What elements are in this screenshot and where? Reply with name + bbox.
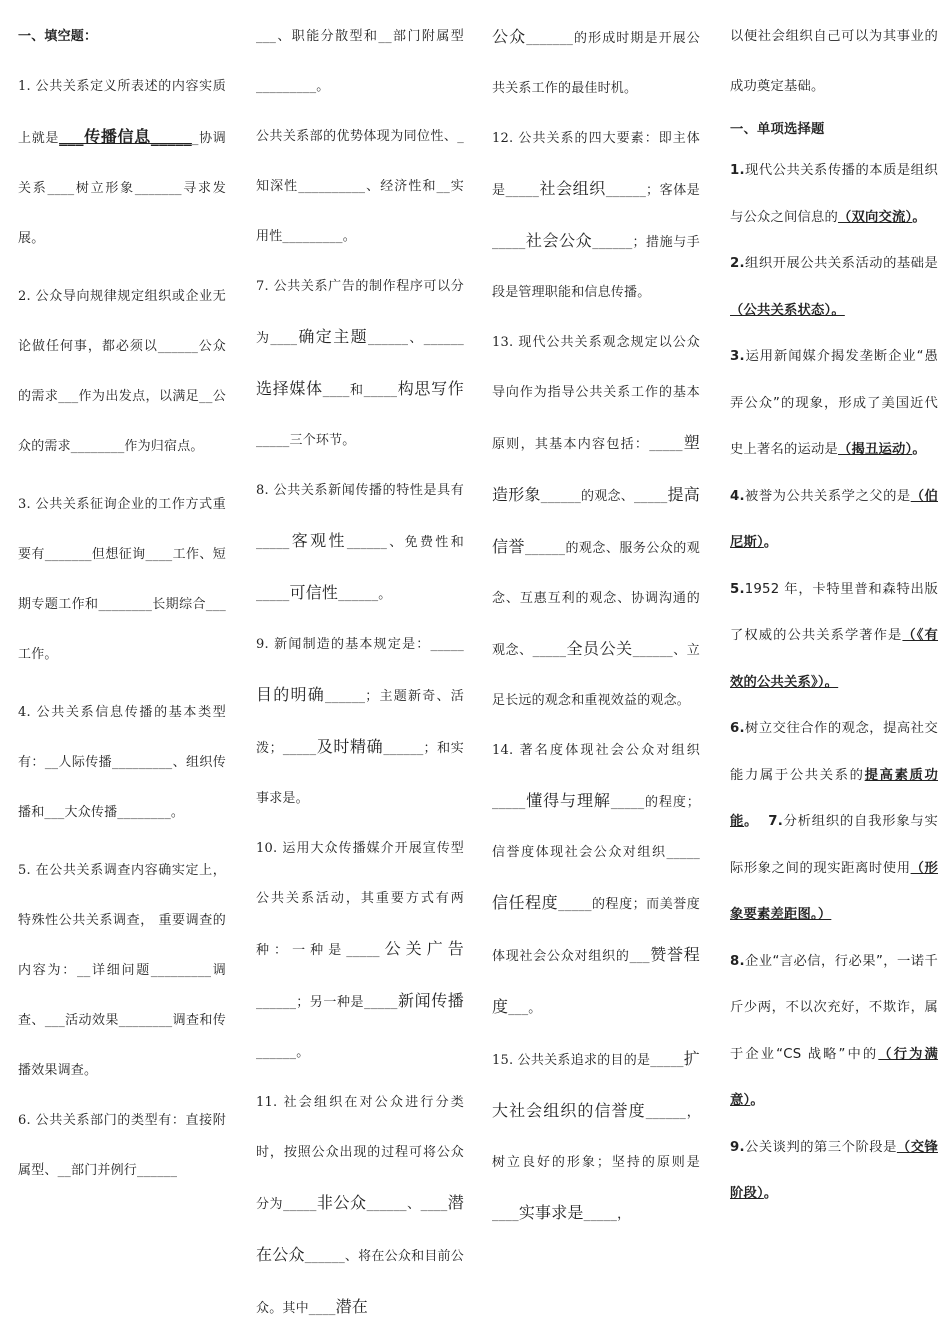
column-4 bbox=[730, 12, 938, 1218]
answer-blank: 扩大社会组织的信誉度 bbox=[492, 1049, 701, 1120]
question-4: 4. 公共关系信息传播的基本类型有：__人际传播_________、组织传播和___大众传播________。 bbox=[18, 705, 226, 820]
choice-answer: （形象要素差距图。） bbox=[730, 860, 938, 922]
answer-blank: 塑造形象 bbox=[492, 433, 700, 504]
choice-question-list bbox=[730, 148, 938, 1218]
choice-question-4: 4.被誉为公共关系学之父的是（伯尼斯）。 bbox=[730, 488, 938, 550]
column-1 bbox=[18, 12, 226, 1196]
answer-blank: 非公众 bbox=[316, 1193, 367, 1212]
question-6-advantages: 公共关系部的优势体现为同位性、_知深性__________、经济性和__实用性_________。 bbox=[256, 129, 464, 244]
answer-blank: 确定主题 bbox=[297, 327, 368, 346]
question-15: 15. 公共关系追求的目的是_____扩大社会组织的信誉度______，树立良好的形象；坚持的原则是____实事求是_____， bbox=[492, 1049, 701, 1222]
question-3: 3. 公共关系征询企业的工作方式重要有_______但想征询____工作、短期专题工作和________长期综合___工作。 bbox=[18, 497, 226, 662]
answer-blank: 选择媒体 bbox=[256, 379, 323, 398]
question-8: 8. 公共关系新闻传播的特性是具有_____客观性______、免费性和_____可信性______。 bbox=[256, 483, 464, 602]
choice-question-3: 3.运用新闻媒介揭发垄断企业“愚弄公众”的现象，形成了美国近代史上著名的运动是（揭丑运动）。 bbox=[730, 349, 938, 457]
choice-question-5: 5.1952 年，卡特里普和森特出版了权威的公共关系学著作是（《有效的公共关系》）。 bbox=[730, 581, 939, 690]
question-11: 11. 社会组织在对公众进行分类时，按照公众出现的过程可将公众分为_____非公众______、____潜在公众______、将在公众和目前公众。其中____潜在 bbox=[256, 1095, 464, 1316]
choice-question-2: 2.组织开展公共关系活动的基础是（公共关系状态）。 bbox=[730, 256, 938, 318]
question-1: 1. 公共关系定义所表述的内容实质上就是___传播信息______协调关系____树立形象_______寻求发展。 bbox=[18, 79, 226, 246]
answer-blank: 全员公关 bbox=[566, 639, 633, 658]
question-9: 9. 新闻制造的基本规定是：_____目的明确______；主题新奇、活泼；_____及时精确______；和实事求是。 bbox=[256, 637, 464, 806]
answer-blank: 实事求是 bbox=[518, 1203, 584, 1222]
choice-answer: （《有效的公共关系》）。 bbox=[730, 628, 939, 690]
choice-question-9: 9.公关谈判的第三个阶段是（交锋阶段）。 bbox=[730, 1139, 938, 1201]
answer-blank: 潜在 bbox=[335, 1297, 369, 1316]
section-heading-single-choice: 一、单项选择题 bbox=[730, 122, 825, 137]
answer-blank: 可信性 bbox=[289, 583, 339, 602]
choice-answer: （揭丑运动） bbox=[837, 442, 913, 457]
question-11-cont: 公众_______的形成时期是开展公共关系工作的最佳时机。 bbox=[492, 27, 700, 96]
choice-answer: 提高素质功能 bbox=[730, 767, 938, 829]
section-heading-fill-in: 一、填空题： bbox=[18, 29, 98, 44]
answer-blank: 及时精确 bbox=[316, 737, 384, 756]
answer-blank: 信任程度 bbox=[492, 893, 559, 912]
question-6-cont: ___、职能分散型和__部门附属型_________。 bbox=[256, 29, 464, 94]
choice-answer: （交锋阶段） bbox=[730, 1139, 938, 1201]
question-2: 2. 公众导向规律规定组织或企业无论做任何事，都必须以______公众的需求___作为出发点，以满足__公众的需求________作为归宿点。 bbox=[18, 289, 226, 454]
answer-blank: 赞誉程度 bbox=[492, 945, 700, 1016]
answer-blank: 社会组织 bbox=[539, 179, 606, 198]
answer-blank: 社会公众 bbox=[525, 231, 593, 250]
choice-question-6-7: 6.树立交往合作的观念，提高社交能力属于公共关系的提高素质功能。 7.分析组织的自我形象与实际形象之间的现实距离时使用（形象要素差距图。） bbox=[730, 721, 938, 922]
column-2 bbox=[256, 12, 464, 1334]
question-12: 12. 公共关系的四大要素：即主体是_____社会组织______；客体是_____社会公众______；措施与手段是管理职能和信息传播。 bbox=[492, 131, 700, 300]
choice-question-1: 1.现代公共关系传播的本质是组织与公众之间信息的（双向交流）。 bbox=[730, 163, 938, 225]
answer-blank: 目的明确 bbox=[256, 685, 326, 704]
choice-answer: （伯尼斯） bbox=[730, 488, 938, 550]
choice-answer: （公共关系状态）。 bbox=[730, 302, 845, 318]
choice-answer: （行为满意） bbox=[730, 1046, 938, 1108]
column-3 bbox=[492, 12, 700, 1240]
question-15-cont: 以便社会组织自己可以为其事业的成功奠定基础。 bbox=[730, 29, 938, 94]
question-5: 5. 在公共关系调查内容确实定上，特殊性公共关系调查， 重要调查的内容为：__详细问题_________调查、___活动效果________调查和传播效果调查。 bbox=[18, 863, 226, 1078]
question-10: 10. 运用大众传播媒介开展宣传型公共关系活动，其重要方式有两种：一种是_____公关广告______；另一种是_____新闻传播______。 bbox=[256, 841, 464, 1060]
answer-blank: 公众 bbox=[492, 27, 527, 46]
question-7: 7. 公共关系广告的制作程序可以分为____确定主题______、______选择媒体____和_____构思写作_____三个环节。 bbox=[256, 279, 465, 448]
answer-blank: 公关广告 bbox=[379, 939, 464, 958]
answer-blank: 懂得与理解 bbox=[525, 791, 611, 810]
answer-blank: 客观性 bbox=[289, 531, 347, 550]
answer-blank: 潜在公众 bbox=[256, 1193, 464, 1264]
answer-blank: 新闻传播 bbox=[397, 991, 464, 1010]
question-13: 13. 现代公共关系观念规定以公众导向作为指导公共关系工作的基本原则，其基本内容包括：_____塑造形象______的观念、_____提高信誉______的观念、服务公众的观念、互惠互利的观念、协调沟通的观念、_____全员公关______、立足长远的观念和重视效益的观念。 bbox=[492, 335, 700, 708]
choice-question-8: 8.企业“言必信，行必果”，一诺千斤少两，不以次充好，不欺诈，属于企业“CS 战略”中的（行为满意）。 bbox=[730, 953, 938, 1108]
answer-blank: ___传播信息_____ bbox=[59, 127, 192, 146]
answer-blank: 构思写作 bbox=[397, 379, 465, 398]
answer-blank: 提高信誉 bbox=[492, 485, 700, 556]
question-14: 14. 著名度体现社会公众对组织_____懂得与理解_____的程度；信誉度体现社会公众对组织_____信任程度_____的程度；而美誉度体现社会公众对组织的___赞誉程度___。 bbox=[492, 743, 700, 1016]
question-6: 6. 公共关系部门的类型有：直接附属型、__部门并例行______ bbox=[18, 1113, 226, 1178]
choice-answer: （双向交流） bbox=[837, 209, 913, 225]
